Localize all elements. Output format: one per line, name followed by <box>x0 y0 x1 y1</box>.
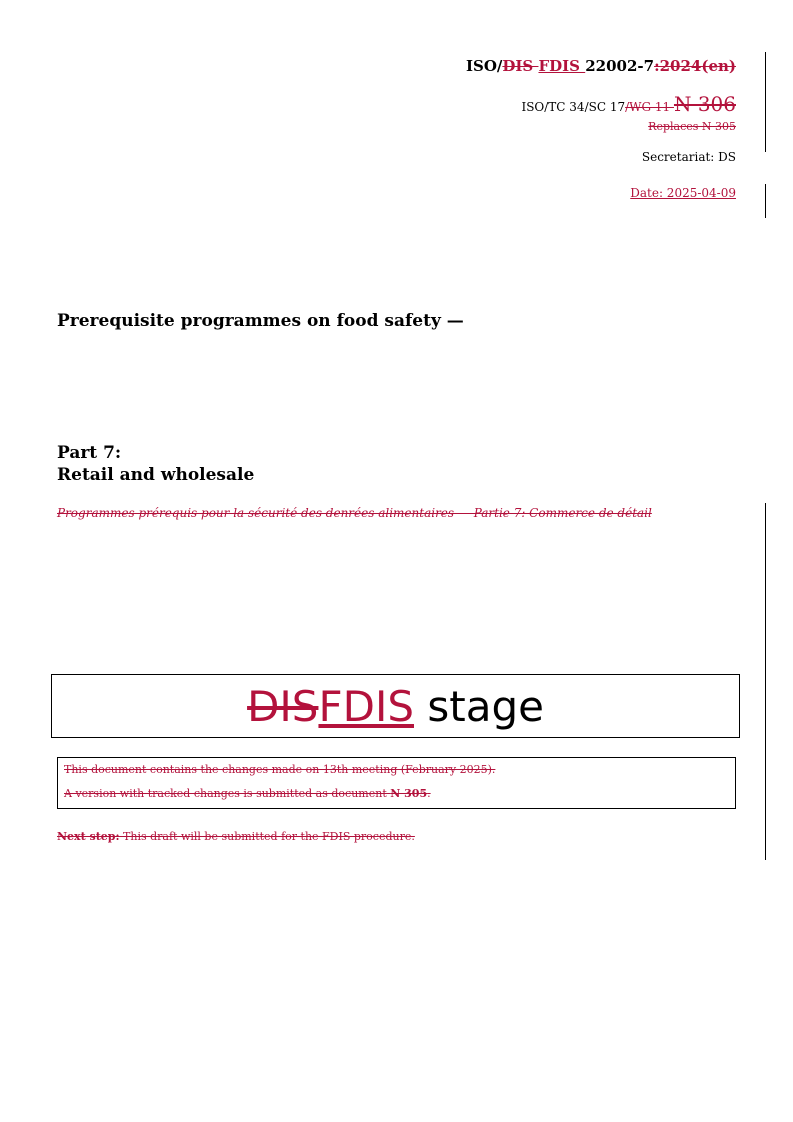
docid-prefix: ISO/ <box>465 57 503 75</box>
stage-box <box>51 674 740 738</box>
stage-suffix: stage <box>414 682 544 731</box>
document-identifier <box>466 57 736 75</box>
next-step-note <box>57 830 415 843</box>
committee-text: ISO/TC 34/SC 17 <box>521 100 626 114</box>
note-line-2 <box>64 787 729 801</box>
docid-deleted-stage: DIS <box>502 57 539 75</box>
note-line-1: This document contains the changes made on 13th meeting (February 2025). <box>64 763 496 776</box>
committee-deleted-n: N 306 <box>673 92 736 116</box>
part-number: Part 7: <box>57 443 122 463</box>
note-line-2-end: . <box>427 787 431 800</box>
main-title: Prerequisite programmes on food safety — <box>57 311 464 331</box>
change-bar-top <box>765 52 766 152</box>
document-date: Date: 2025-04-09 <box>630 186 736 200</box>
note-line-2-text: A version with tracked changes is submitted as document <box>64 787 391 800</box>
change-bar-body <box>765 503 766 860</box>
part-title: Retail and wholesale <box>57 465 255 485</box>
next-step-text: This draft will be submitted for the FDIS procedure. <box>119 830 415 843</box>
secretariat: Secretariat: DS <box>641 150 736 164</box>
docid-inserted-stage: FDIS <box>538 57 586 75</box>
change-bar-date <box>765 184 766 218</box>
next-step-label: Next step: <box>57 830 120 843</box>
french-title-deleted: Programmes prérequis pour la sécurité des denrées alimentaires — Partie 7: Commerce de détail <box>57 506 652 520</box>
notes-box <box>57 757 736 809</box>
committee-reference <box>521 92 736 116</box>
docid-deleted-suffix: :2024(en) <box>654 57 736 75</box>
committee-deleted-wg: /WG 11 <box>625 100 674 114</box>
replaces-note: Replaces N 305 <box>648 120 736 133</box>
stage-inserted: FDIS <box>318 682 414 731</box>
note-line-2-ref: N 305 <box>390 787 428 800</box>
docid-number: 22002-7 <box>585 57 655 75</box>
stage-deleted: DIS <box>247 682 319 731</box>
